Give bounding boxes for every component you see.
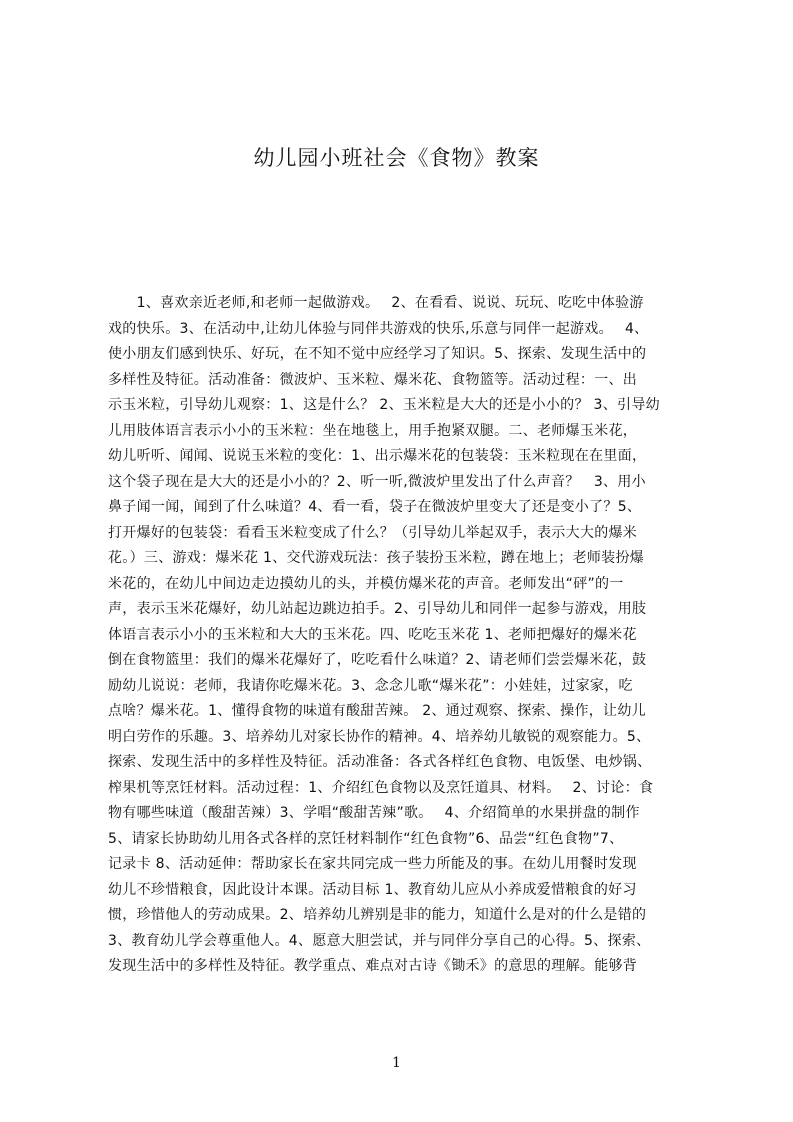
document-title: 幼儿园小班社会《食物》教案: [253, 146, 540, 170]
body-text-line: 物有哪些味道（酸甜苦辣）3、学唱“酸甜苦辣”歌。 4、介绍简单的水果拼盘的制作: [108, 805, 640, 821]
body-text-line: 米花的，在幼儿中间边走边摸幼儿的头，并模仿爆米花的声音。老师发出“砰”的一: [108, 575, 624, 592]
body-text-line: 儿用肢体语言表示小小的玉米粒：坐在地毯上，用手抱紧双腿。二、老师爆玉米花，: [108, 422, 638, 439]
body-text-line: 3、教育幼儿学会尊重他人。4、愿意大胆尝试，并与同伴分享自己的心得。5、探索、: [108, 932, 651, 949]
body-text-line: 花。）三、游戏：爆米花 1、交代游戏玩法：孩子装扮玉米粒，蹲在地上；老师装扮爆: [108, 550, 645, 566]
body-text-line: 5、请家长协助幼儿用各式各样的烹饪材料制作“红色食物”6、品尝“红色食物”7、: [108, 830, 624, 847]
body-text-line: 探索、发现生活中的多样性及特征。活动准备：各式各样红色食物、电饭堡、电炒锅、: [108, 754, 652, 770]
body-text-line: 戏的快乐。3、在活动中,让幼儿体验与同伴共游戏的快乐,乐意与同伴一起游戏。 4、: [108, 320, 649, 337]
body-text-line: 励幼儿说说：老师，我请你吃爆米花。3、念念儿歌“爆米花”：小娃娃，过家家，吃: [108, 677, 633, 694]
body-text-line: 发现生活中的多样性及特征。教学重点、难点对古诗《锄禾》的意思的理解。能够背: [108, 958, 638, 974]
page-number: 1: [392, 1055, 401, 1071]
document-body: [108, 291, 698, 1021]
body-text-line: 点啥？爆米花。1、懂得食物的味道有酸甜苦辣。 2、通过观察、探索、操作，让幼儿: [108, 703, 646, 719]
body-text-line: 倒在食物篮里：我们的爆米花爆好了，吃吃看什么味道？2、请老师们尝尝爆米花，鼓: [108, 652, 647, 668]
body-text-line: 鼻子闻一闻，闻到了什么味道？4、看一看，袋子在微波炉里变大了还是变小了？5、: [108, 499, 642, 515]
body-text-line: 幼儿不珍惜粮食，因此设计本课。活动目标 1、教育幼儿应从小养成爱惜粮食的好习: [108, 881, 637, 898]
body-text-line: 声，表示玉米花爆好，幼儿站起边跳边拍手。2、引导幼儿和同伴一起参与游戏，用肢: [108, 601, 647, 617]
body-text-line: 榨果机等烹饪材料。活动过程：1、介绍红色食物以及烹饪道具、材料。 2、讨论：食: [108, 779, 654, 796]
body-text-line: 多样性及特征。活动准备：微波炉、玉米粒、爆米花、食物篮等。活动过程：一、出: [108, 371, 638, 388]
body-text-line: 体语言表示小小的玉米粒和大大的玉米花。四、吃吃玉米花 1、老师把爆好的爆米花: [108, 626, 637, 643]
body-text-line: 使小朋友们感到快乐、好玩，在不知不觉中应经学习了知识。5、探索、发现生活中的: [108, 346, 647, 362]
body-text-line: 打开爆好的包装袋：看看玉米粒变成了什么？（引导幼儿举起双手，表示大大的爆米: [108, 524, 638, 541]
body-text-line: 惯，珍惜他人的劳动成果。2、培养幼儿辨别是非的能力，知道什么是对的什么是错的: [108, 907, 647, 923]
body-text-line: 示玉米粒，引导幼儿观察：1、这是什么？ 2、玉米粒是大大的还是小小的？ 3、引导幼: [108, 397, 660, 413]
body-text-line: 明白劳作的乐趣。3、培养幼儿对家长协作的精神。4、培养幼儿敏锐的观察能力。5、: [108, 728, 651, 745]
body-text-line: 记录卡 8、活动延伸：帮助家长在家共同完成一些力所能及的事。在幼儿用餐时发现: [108, 856, 637, 872]
body-text-line: 1、喜欢亲近老师,和老师一起做游戏。 2、在看看、说说、玩玩、吃吃中体验游: [108, 295, 644, 311]
body-text-line: 幼儿听听、闻闻、说说玉米粒的变化：1、出示爆米花的包装袋：玉米粒现在在里面，: [108, 448, 647, 464]
body-text-line: 这个袋子现在是大大的还是小小的？2、听一听,微波炉里发出了什么声音？ 3、用小: [108, 473, 646, 490]
